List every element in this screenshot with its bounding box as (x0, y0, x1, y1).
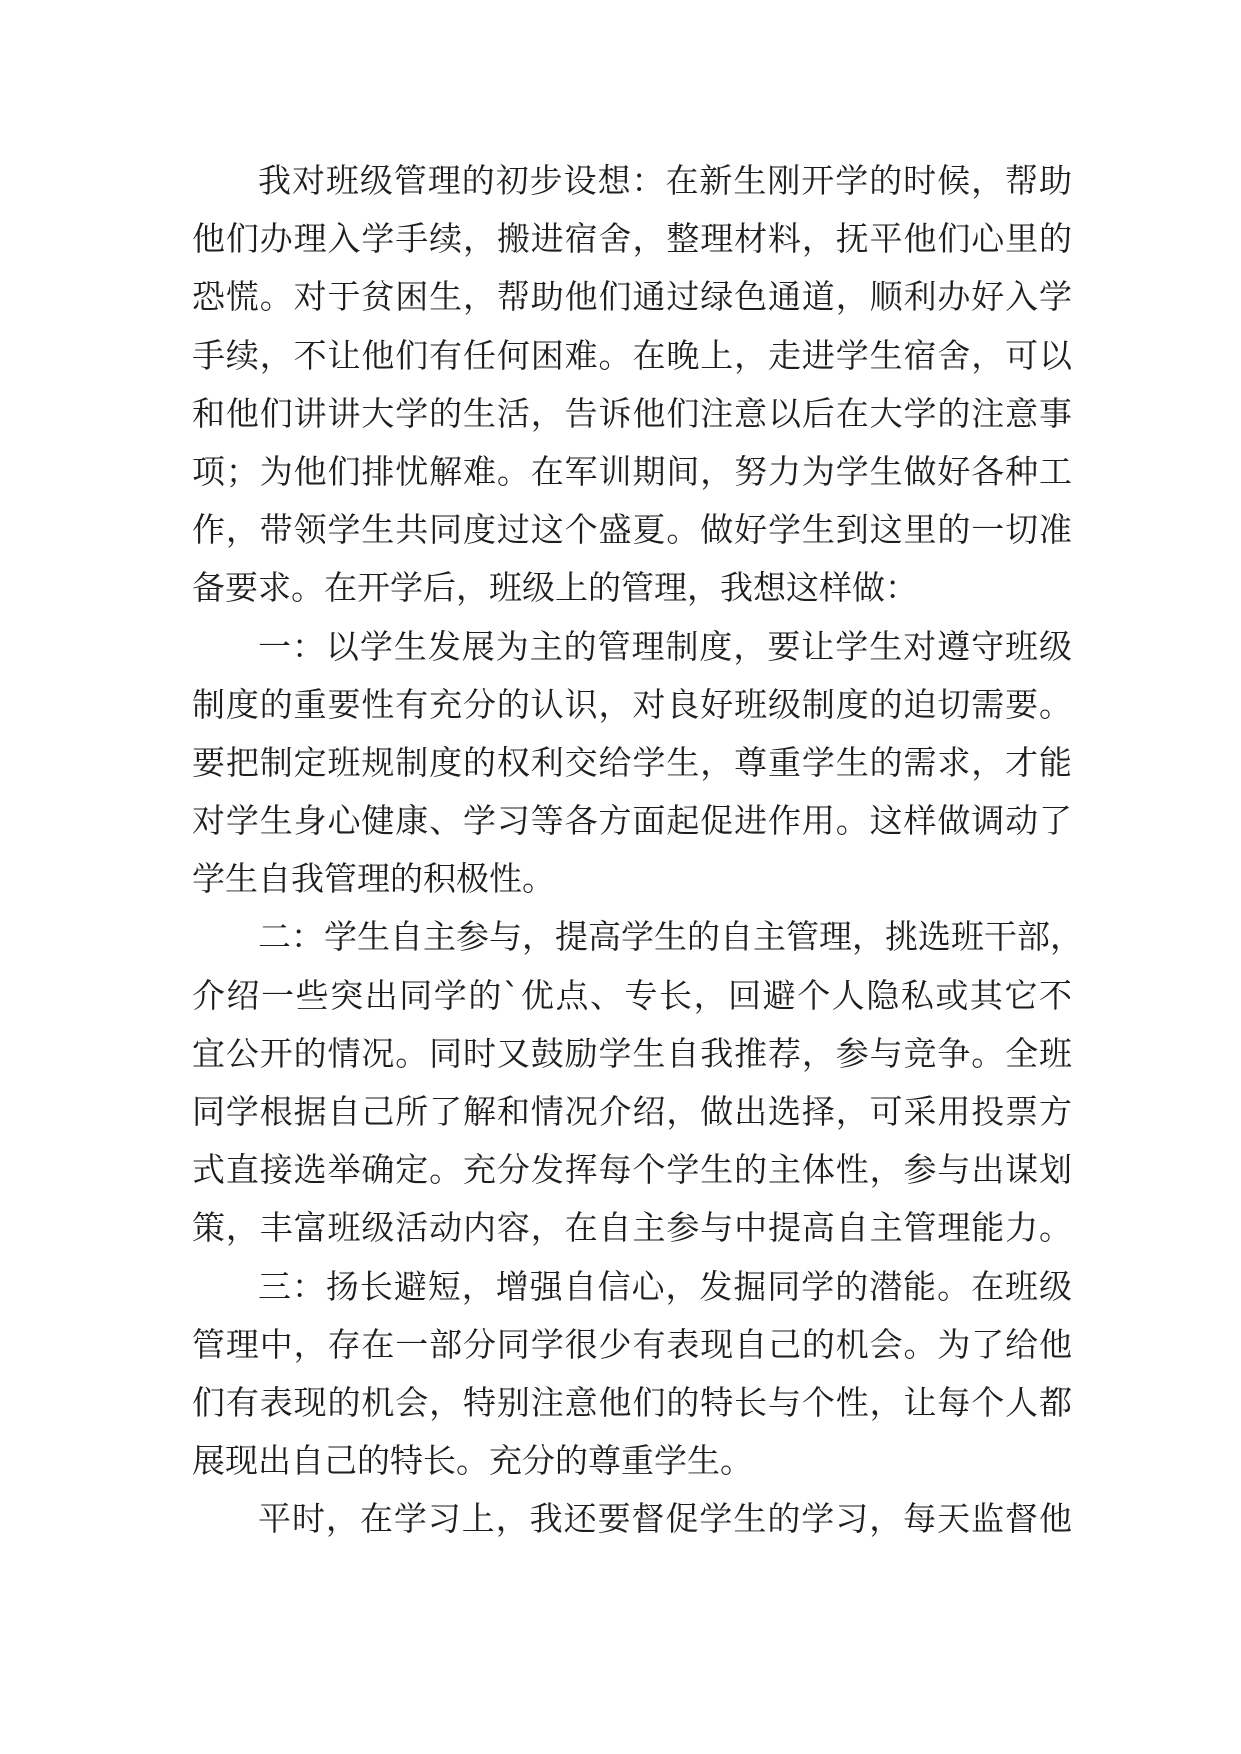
paragraph-line: 一：以学生发展为主的管理制度，要让学生对遵守班级 (258, 626, 1072, 666)
paragraph-line: 三：扬长避短，增强自信心，发掘同学的潜能。在班级 (258, 1266, 1072, 1306)
paragraph-line: 要把制定班规制度的权利交给学生，尊重学生的需求，才能 (192, 742, 1072, 782)
paragraph-line: 和他们讲讲大学的生活，告诉他们注意以后在大学的注意事 (192, 393, 1072, 433)
paragraph-line: 作，带领学生共同度过这个盛夏。做好学生到这里的一切准 (192, 510, 1072, 550)
paragraph-line: 二：学生自主参与，提高学生的自主管理，挑选班干部， (258, 917, 1083, 957)
paragraph-line: 管理中，存在一部分同学很少有表现自己的机会。为了给他 (192, 1324, 1072, 1364)
document-body (192, 152, 1083, 1549)
paragraph-line: 展现出自己的特长。充分的尊重学生。 (192, 1441, 753, 1481)
paragraph-line: 对学生身心健康、学习等各方面起促进作用。这样做调动了 (192, 801, 1072, 841)
paragraph-line: 们有表现的机会，特别注意他们的特长与个性，让每个人都 (192, 1382, 1072, 1422)
paragraph-line: 备要求。在开学后，班级上的管理，我想这样做： (192, 568, 918, 608)
paragraph-line: 同学根据自己所了解和情况介绍，做出选择，可采用投票方 (192, 1092, 1072, 1131)
paragraph-line: 制度的重要性有充分的认识，对良好班级制度的迫切需要。 (192, 684, 1072, 724)
paragraph-line: 策，丰富班级活动内容，在自主参与中提高自主管理能力。 (192, 1208, 1072, 1248)
paragraph-line: 式直接选举确定。充分发挥每个学生的主体性，参与出谋划 (192, 1150, 1072, 1190)
paragraph-line: 手续，不让他们有任何困难。在晚上，走进学生宿舍，可以 (192, 335, 1072, 375)
paragraph-line: 平时，在学习上，我还要督促学生的学习，每天监督他 (258, 1499, 1072, 1539)
paragraph-line: 恐慌。对于贫困生，帮助他们通过绿色通道，顺利办好入学 (192, 277, 1072, 317)
paragraph-line: 项；为他们排忧解难。在军训期间，努力为学生做好各种工 (192, 451, 1072, 491)
paragraph-line: 介绍一些突出同学的`优点、专长，回避个人隐私或其它不 (192, 975, 1072, 1015)
paragraph-line: 我对班级管理的初步设想：在新生刚开学的时候，帮助 (258, 161, 1072, 200)
paragraph-line: 学生自我管理的积极性。 (192, 859, 555, 899)
paragraph-line: 他们办理入学手续，搬进宿舍，整理材料，抚平他们心里的 (192, 219, 1072, 259)
paragraph-line: 宜公开的情况。同时又鼓励学生自我推荐，参与竞争。全班 (192, 1033, 1072, 1073)
